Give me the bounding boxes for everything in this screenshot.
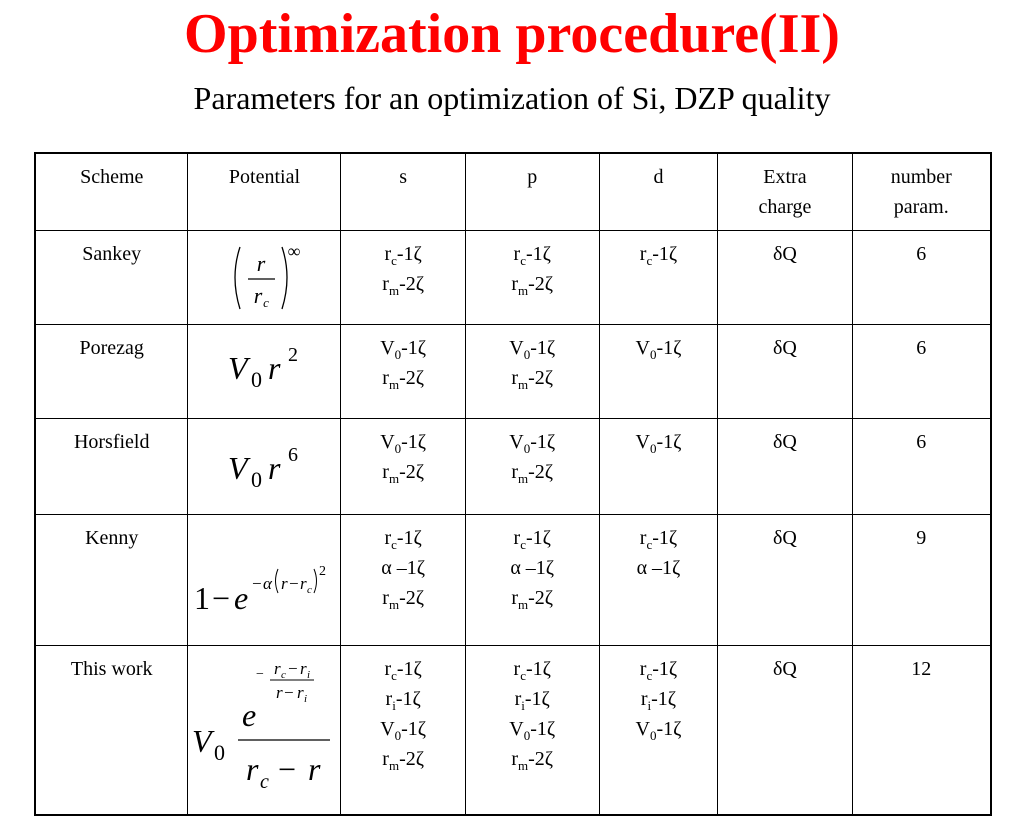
svg-text:e: e bbox=[242, 696, 257, 733]
header-extra-charge-line: charge bbox=[758, 196, 812, 218]
scheme-cell: Porezag bbox=[35, 324, 188, 418]
header-scheme: Scheme bbox=[35, 153, 188, 230]
parameter-suffix: -2ζ bbox=[528, 272, 554, 295]
parameter-symbol: r bbox=[382, 747, 389, 770]
scheme-cell: Kenny bbox=[35, 514, 188, 645]
table-row bbox=[35, 324, 991, 418]
p-cell bbox=[465, 418, 599, 514]
table-row bbox=[35, 514, 991, 645]
formula-kenny bbox=[190, 523, 338, 636]
parameter-suffix: -1ζ bbox=[651, 687, 677, 710]
extra-charge-cell: δQ bbox=[718, 514, 852, 645]
parameter-line bbox=[343, 333, 462, 363]
parameter-line bbox=[468, 269, 597, 299]
parameter-suffix: -1ζ bbox=[395, 687, 421, 710]
parameter-symbol: r bbox=[382, 272, 389, 295]
parameter-suffix: -2ζ bbox=[399, 272, 425, 295]
parameter-line bbox=[602, 553, 716, 583]
parameter-suffix: -2ζ bbox=[399, 366, 425, 389]
parameter-subscript: c bbox=[520, 536, 526, 552]
svg-text:c: c bbox=[260, 770, 270, 793]
svg-text:r: r bbox=[254, 282, 263, 308]
svg-text:−: − bbox=[289, 573, 300, 593]
svg-text:6: 6 bbox=[288, 443, 299, 466]
parameter-suffix: -1ζ bbox=[396, 657, 422, 680]
parameter-suffix: -1ζ bbox=[652, 526, 678, 549]
parameter-subscript: m bbox=[388, 376, 400, 392]
svg-text:r: r bbox=[308, 750, 321, 787]
header-p: p bbox=[465, 153, 599, 230]
parameter-line bbox=[602, 684, 716, 714]
parameter-line bbox=[602, 427, 716, 457]
parameter-subscript: c bbox=[646, 536, 653, 552]
parameter-suffix: -1ζ bbox=[525, 526, 551, 549]
svg-text:c: c bbox=[263, 294, 270, 310]
parameter-symbol: α –1ζ bbox=[636, 556, 681, 579]
d-cell bbox=[599, 514, 718, 645]
parameter-subscript: 0 bbox=[649, 346, 657, 362]
svg-text:r: r bbox=[300, 658, 308, 678]
parameter-subscript: m bbox=[388, 282, 400, 298]
parameter-line bbox=[602, 654, 716, 684]
parameter-subscript: m bbox=[388, 596, 400, 612]
header-extra-charge bbox=[718, 153, 852, 230]
parameter-line bbox=[602, 333, 716, 363]
svg-text:r: r bbox=[257, 250, 266, 276]
parameter-subscript: c bbox=[520, 252, 526, 268]
potential-formula-porezag bbox=[188, 324, 341, 418]
extra-charge-cell: δQ bbox=[718, 230, 852, 324]
parameter-subscript: c bbox=[520, 667, 526, 683]
parameter-symbol: r bbox=[639, 242, 647, 265]
parameter-line bbox=[468, 583, 597, 613]
parameter-suffix: -1ζ bbox=[652, 657, 678, 680]
s-cell bbox=[341, 230, 465, 324]
parameter-symbol: r bbox=[382, 460, 389, 483]
parameter-suffix: -1ζ bbox=[652, 242, 678, 265]
s-cell bbox=[341, 645, 465, 815]
svg-text:0: 0 bbox=[251, 466, 263, 492]
formula-horsfield bbox=[190, 427, 338, 505]
p-cell bbox=[465, 645, 599, 815]
parameter-symbol: r bbox=[513, 657, 521, 680]
formula-this-work bbox=[190, 654, 338, 805]
parameter-symbol: r bbox=[511, 460, 519, 483]
svg-text:c: c bbox=[307, 583, 313, 596]
parameter-line bbox=[343, 583, 462, 613]
parameter-symbol: V bbox=[509, 717, 524, 740]
parameter-subscript: m bbox=[518, 757, 529, 773]
parameter-suffix: -1ζ bbox=[396, 242, 422, 265]
parameter-subscript: 0 bbox=[523, 727, 531, 743]
svg-text:−: − bbox=[288, 658, 299, 678]
scheme-cell: Sankey bbox=[35, 230, 188, 324]
svg-text:V: V bbox=[228, 449, 249, 486]
parameter-subscript: m bbox=[518, 470, 529, 486]
parameter-symbol: r bbox=[639, 657, 647, 680]
svg-text:α: α bbox=[263, 573, 273, 593]
parameter-symbol: V bbox=[635, 717, 650, 740]
parameter-symbol: V bbox=[509, 430, 524, 453]
parameter-suffix: -1ζ bbox=[525, 657, 551, 680]
parameter-subscript: i bbox=[521, 697, 525, 713]
parameter-line bbox=[468, 684, 597, 714]
parameter-subscript: i bbox=[647, 697, 652, 713]
d-cell bbox=[599, 645, 718, 815]
parameter-suffix: -2ζ bbox=[399, 586, 425, 609]
parameter-line bbox=[343, 684, 462, 714]
parameter-subscript: 0 bbox=[394, 440, 402, 456]
svg-text:r: r bbox=[268, 349, 281, 386]
header-s: s bbox=[341, 153, 465, 230]
parameter-suffix: -1ζ bbox=[656, 430, 682, 453]
svg-text:r: r bbox=[276, 682, 284, 702]
parameter-subscript: 0 bbox=[649, 727, 657, 743]
page-title: Optimization procedure(II) bbox=[184, 3, 840, 65]
parameter-symbol: r bbox=[513, 526, 521, 549]
parameter-line bbox=[343, 363, 462, 393]
potential-formula-kenny bbox=[188, 514, 341, 645]
parameter-subscript: c bbox=[646, 252, 653, 268]
parameter-suffix: -2ζ bbox=[528, 586, 554, 609]
number-param-cell: 9 bbox=[852, 514, 991, 645]
svg-text:i: i bbox=[304, 692, 308, 705]
parameter-line bbox=[343, 239, 462, 269]
parameter-symbol: r bbox=[514, 687, 522, 710]
parameter-symbol: r bbox=[511, 272, 519, 295]
potential-formula-sankey bbox=[188, 230, 341, 324]
parameter-subscript: 0 bbox=[649, 440, 657, 456]
svg-text:0: 0 bbox=[214, 739, 226, 765]
parameter-line bbox=[343, 457, 462, 487]
page-subtitle: Parameters for an optimization of Si, DZP quality bbox=[193, 80, 831, 116]
parameter-suffix: -1ζ bbox=[401, 336, 427, 359]
parameter-suffix: -1ζ bbox=[530, 717, 556, 740]
parameter-symbol: r bbox=[639, 526, 647, 549]
number-param-cell: 6 bbox=[852, 418, 991, 514]
parameter-symbol: r bbox=[511, 747, 519, 770]
parameter-suffix: -2ζ bbox=[528, 460, 554, 483]
parameter-subscript: 0 bbox=[394, 346, 402, 362]
parameter-line bbox=[468, 457, 597, 487]
svg-text:∞: ∞ bbox=[288, 240, 301, 261]
svg-text:V: V bbox=[228, 349, 249, 386]
parameter-suffix: -1ζ bbox=[530, 336, 556, 359]
table-header-row bbox=[35, 153, 991, 230]
parameter-symbol: V bbox=[635, 336, 650, 359]
parameter-suffix: -2ζ bbox=[528, 747, 554, 770]
svg-text:−: − bbox=[256, 666, 265, 682]
svg-text:−: − bbox=[252, 573, 263, 593]
scheme-cell: This work bbox=[35, 645, 188, 815]
svg-text:r: r bbox=[274, 658, 282, 678]
formula-sankey bbox=[190, 239, 338, 315]
parameter-subscript: m bbox=[518, 376, 529, 392]
svg-text:−: − bbox=[212, 579, 231, 616]
parameter-line bbox=[343, 714, 462, 744]
parameter-symbol: r bbox=[382, 586, 389, 609]
header-number-param-line: number bbox=[890, 166, 952, 188]
parameter-suffix: -1ζ bbox=[401, 717, 427, 740]
parameter-line bbox=[343, 654, 462, 684]
parameter-line bbox=[343, 427, 462, 457]
s-cell bbox=[341, 324, 465, 418]
s-cell bbox=[341, 514, 465, 645]
parameter-line bbox=[468, 654, 597, 684]
parameter-symbol: V bbox=[509, 336, 524, 359]
svg-text:e: e bbox=[234, 579, 249, 616]
potential-formula-this-work bbox=[188, 645, 341, 815]
table-row bbox=[35, 645, 991, 815]
parameter-line bbox=[468, 523, 597, 553]
svg-text:1: 1 bbox=[194, 579, 211, 616]
parameter-subscript: 0 bbox=[523, 440, 531, 456]
header-potential: Potential bbox=[188, 153, 341, 230]
parameter-line bbox=[468, 714, 597, 744]
parameter-symbol: r bbox=[511, 586, 519, 609]
s-cell bbox=[341, 418, 465, 514]
parameter-line bbox=[602, 714, 716, 744]
parameter-line bbox=[343, 744, 462, 774]
parameter-line bbox=[468, 744, 597, 774]
parameter-subscript: i bbox=[392, 697, 396, 713]
svg-text:−: − bbox=[278, 750, 297, 787]
parameter-subscript: c bbox=[646, 667, 653, 683]
svg-text:V: V bbox=[192, 722, 213, 759]
header-number-param bbox=[852, 153, 991, 230]
d-cell bbox=[599, 324, 718, 418]
scheme-cell: Horsfield bbox=[35, 418, 188, 514]
number-param-cell: 6 bbox=[852, 324, 991, 418]
p-cell bbox=[465, 230, 599, 324]
svg-text:−: − bbox=[284, 682, 295, 702]
table-row bbox=[35, 230, 991, 324]
parameter-suffix: -2ζ bbox=[528, 366, 554, 389]
table-row bbox=[35, 418, 991, 514]
parameter-symbol: V bbox=[635, 430, 650, 453]
parameter-symbol: r bbox=[513, 242, 521, 265]
parameter-line bbox=[468, 239, 597, 269]
parameter-suffix: -1ζ bbox=[530, 430, 556, 453]
parameter-subscript: 0 bbox=[394, 727, 402, 743]
svg-text:c: c bbox=[281, 668, 287, 681]
extra-charge-cell: δQ bbox=[718, 418, 852, 514]
svg-text:r: r bbox=[281, 573, 289, 593]
parameter-line bbox=[343, 269, 462, 299]
number-param-cell: 12 bbox=[852, 645, 991, 815]
svg-text:r: r bbox=[297, 682, 305, 702]
parameter-subscript: m bbox=[388, 470, 400, 486]
parameter-symbol: r bbox=[384, 242, 392, 265]
header-number-param-line: param. bbox=[893, 196, 949, 218]
parameter-subscript: 0 bbox=[523, 346, 531, 362]
svg-text:0: 0 bbox=[251, 366, 263, 392]
parameter-suffix: -1ζ bbox=[525, 242, 551, 265]
parameter-suffix: -1ζ bbox=[656, 336, 682, 359]
parameter-line bbox=[343, 553, 462, 583]
parameter-line bbox=[468, 363, 597, 393]
number-param-cell: 6 bbox=[852, 230, 991, 324]
parameter-symbol: α –1ζ bbox=[510, 556, 555, 579]
parameter-symbol: r bbox=[511, 366, 519, 389]
svg-text:r: r bbox=[300, 573, 308, 593]
parameter-subscript: c bbox=[391, 252, 397, 268]
potential-formula-horsfield bbox=[188, 418, 341, 514]
parameter-suffix: -2ζ bbox=[399, 460, 425, 483]
extra-charge-cell: δQ bbox=[718, 645, 852, 815]
parameter-symbol: r bbox=[385, 687, 393, 710]
parameter-suffix: -1ζ bbox=[396, 526, 422, 549]
d-cell bbox=[599, 230, 718, 324]
parameter-subscript: m bbox=[518, 596, 529, 612]
parameter-subscript: m bbox=[518, 282, 529, 298]
parameter-suffix: -1ζ bbox=[401, 430, 427, 453]
d-cell bbox=[599, 418, 718, 514]
header-d: d bbox=[599, 153, 718, 230]
svg-text:2: 2 bbox=[288, 343, 299, 366]
parameter-line bbox=[468, 427, 597, 457]
parameter-symbol: V bbox=[380, 336, 395, 359]
parameter-symbol: V bbox=[380, 430, 395, 453]
p-cell bbox=[465, 514, 599, 645]
parameter-symbol: r bbox=[384, 526, 392, 549]
parameter-suffix: -2ζ bbox=[399, 747, 425, 770]
parameter-symbol: r bbox=[382, 366, 389, 389]
parameter-subscript: c bbox=[391, 536, 397, 552]
svg-text:i: i bbox=[307, 668, 311, 681]
header-extra-charge-line: Extra bbox=[763, 166, 807, 188]
svg-text:r: r bbox=[246, 750, 259, 787]
parameter-subscript: c bbox=[391, 667, 397, 683]
parameter-line bbox=[602, 523, 716, 553]
parameter-symbol: r bbox=[384, 657, 392, 680]
parameter-subscript: m bbox=[388, 757, 400, 773]
extra-charge-cell: δQ bbox=[718, 324, 852, 418]
parameter-line bbox=[602, 239, 716, 269]
svg-text:r: r bbox=[268, 449, 281, 486]
svg-text:2: 2 bbox=[319, 563, 327, 579]
parameter-line bbox=[468, 553, 597, 583]
parameter-symbol: V bbox=[380, 717, 395, 740]
parameter-symbol: α –1ζ bbox=[381, 556, 426, 579]
parameter-line bbox=[343, 523, 462, 553]
parameter-line bbox=[468, 333, 597, 363]
parameter-symbol: r bbox=[640, 687, 648, 710]
parameter-suffix: -1ζ bbox=[524, 687, 550, 710]
parameters-table bbox=[34, 152, 992, 816]
parameter-suffix: -1ζ bbox=[656, 717, 682, 740]
p-cell bbox=[465, 324, 599, 418]
formula-porezag bbox=[190, 333, 338, 409]
